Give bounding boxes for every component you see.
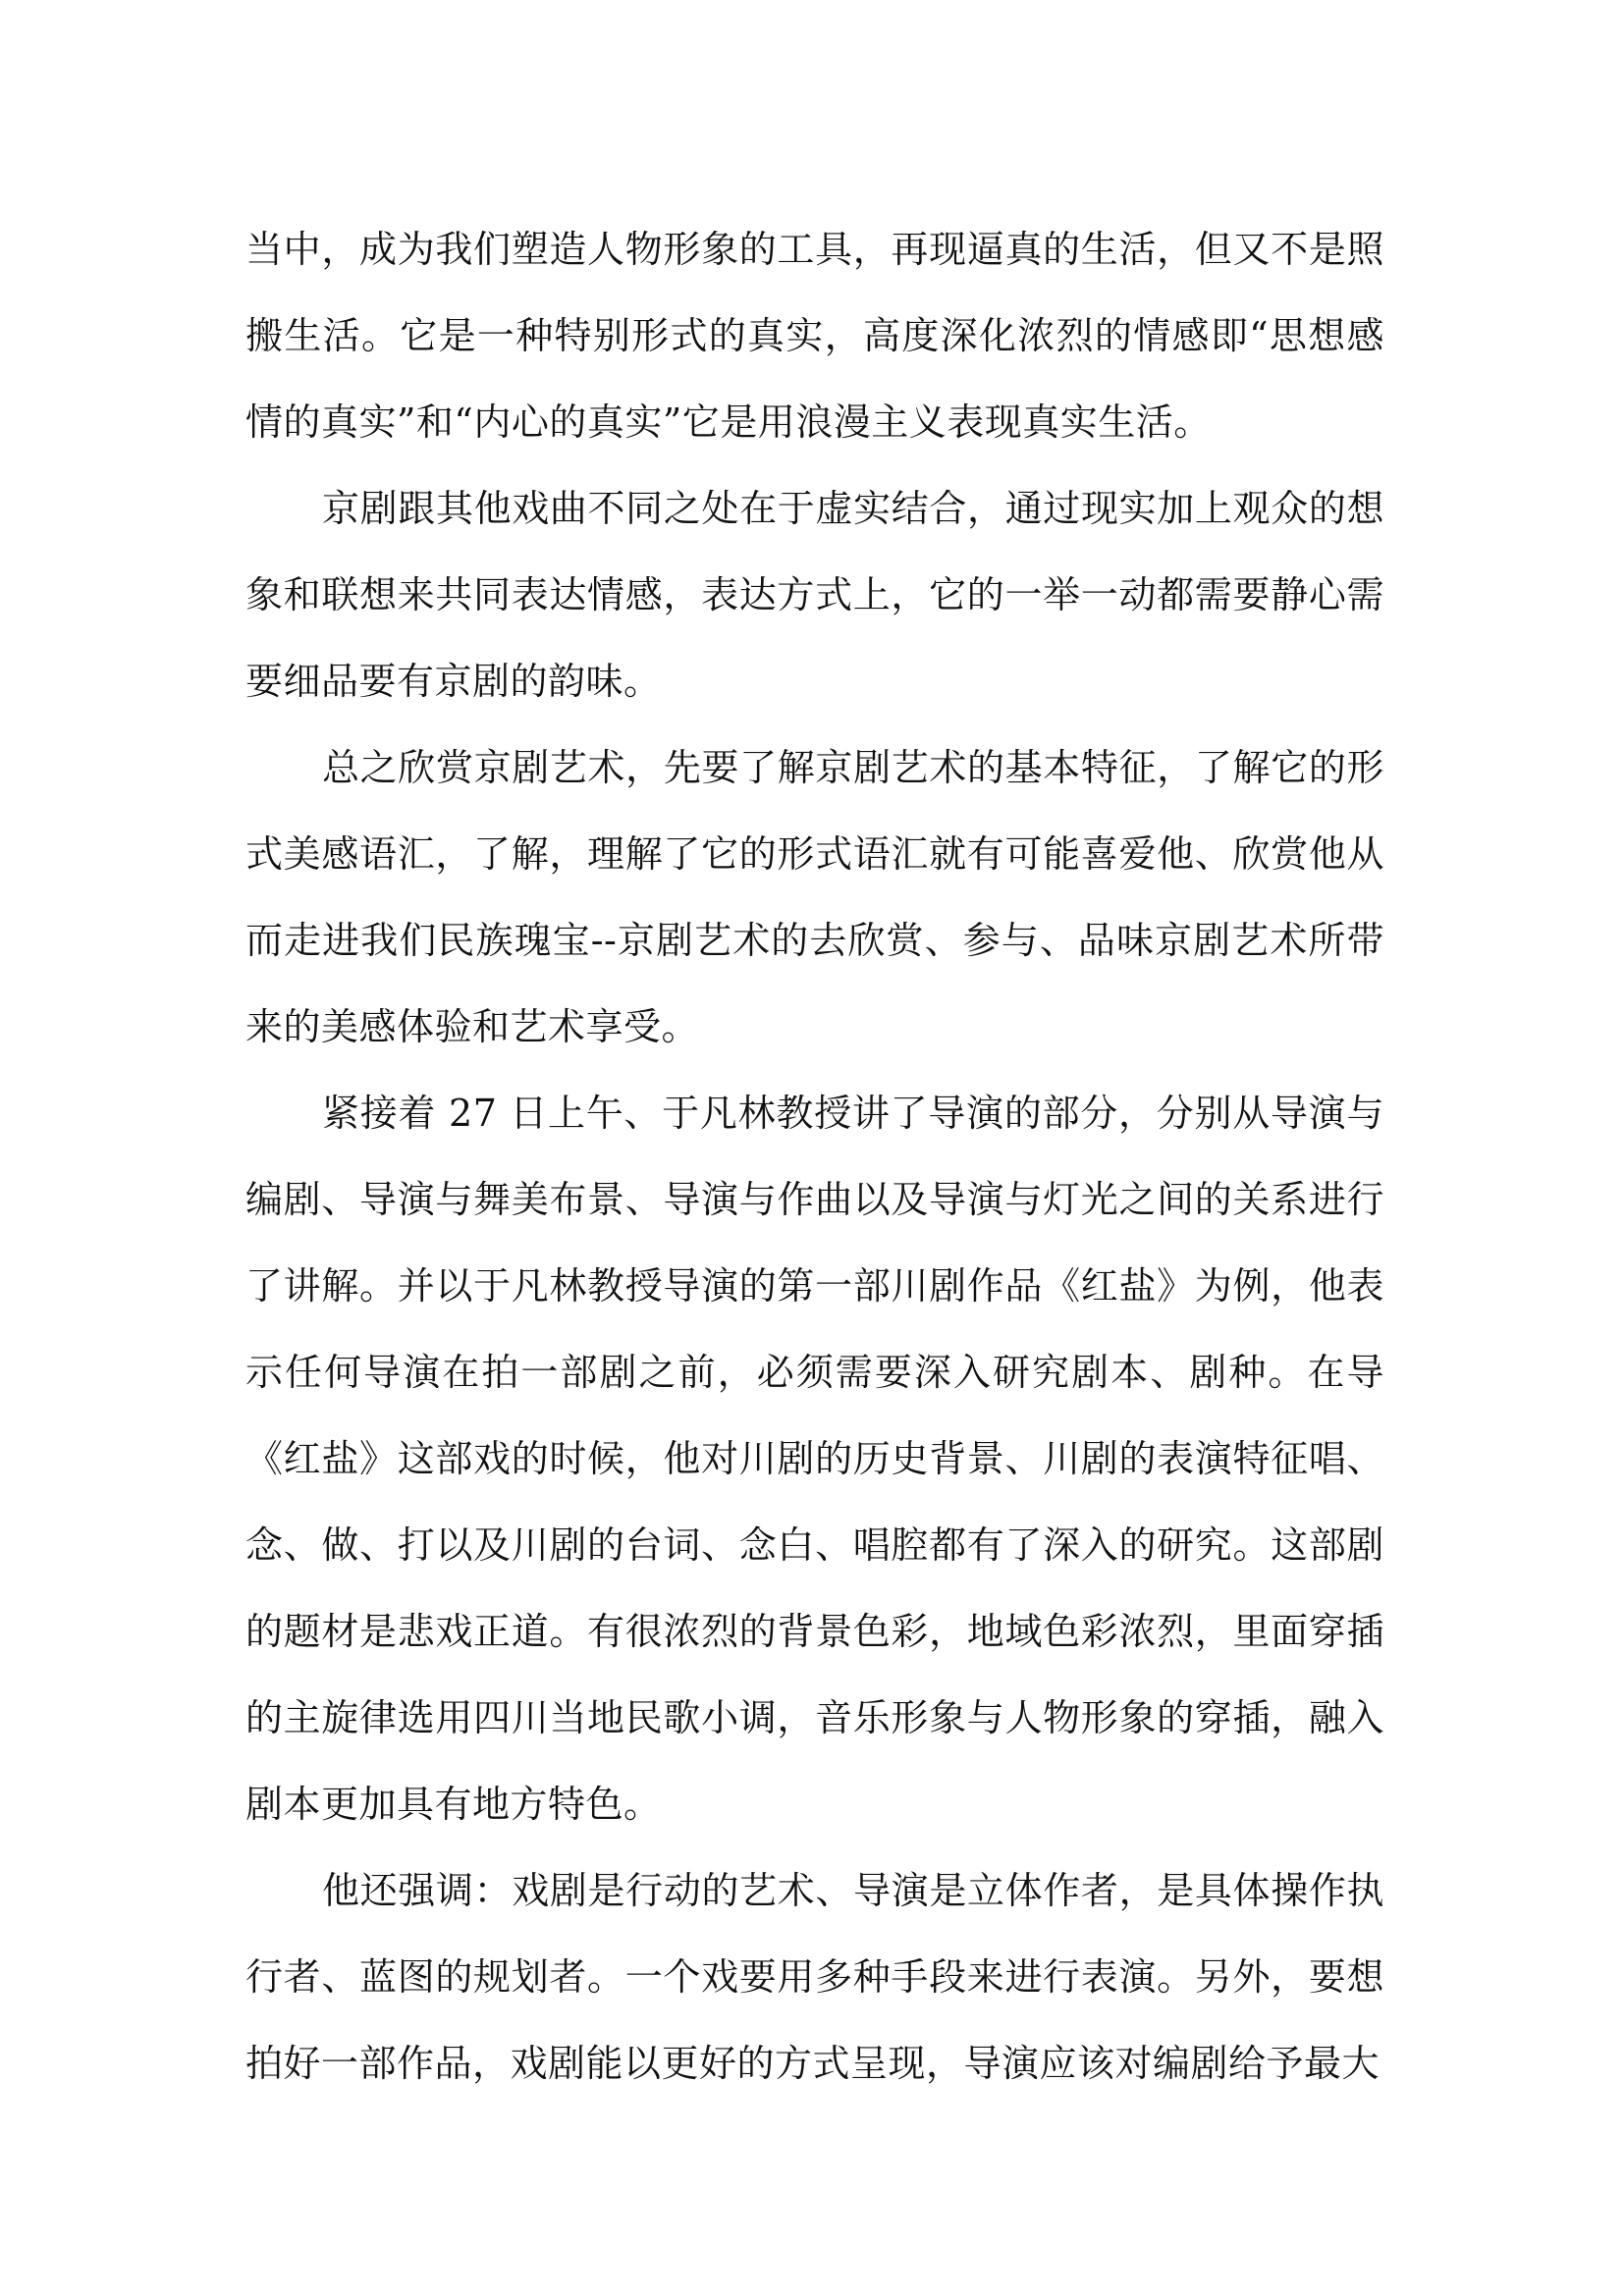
paragraph: 紧接着 27 日上午、于凡林教授讲了导演的部分，分别从导演与编剧、导演与舞美布景、导演与作曲以及导演与灯光之间的关系进行了讲解。并以于凡林教授导演的第一部川剧作品《红盐》为例，他表示任何导演在拍一部剧之前，必须需要深入研究剧本、剧种。在导《红盐》这部戏的时候，他对川剧的历史背景、川剧的表演特征唱、念、做、打以及川剧的台词、念白、唱腔都有了深入的研究。这部剧的题材是悲戏正道。有很浓烈的背景色彩，地域色彩浓烈，里面穿插的主旋律选用四川当地民歌小调，音乐形象与人物形象的穿插，融入剧本更加具有地方特色。 — [245, 1092, 1384, 1826]
body-text — [245, 206, 1384, 2107]
paragraph: 京剧跟其他戏曲不同之处在于虚实结合，通过现实加上观众的想象和联想来共同表达情感，表达方式上，它的一举一动都需要静心需要细品要有京剧的韵味。 — [245, 487, 1384, 703]
paragraph: 总之欣赏京剧艺术，先要了解京剧艺术的基本特征，了解它的形式美感语汇，了解，理解了它的形式语汇就有可能喜爱他、欣赏他从而走进我们民族瑰宝--京剧艺术的去欣赏、参与、品味京剧艺术所带来的美感体验和艺术享受。 — [245, 746, 1384, 1048]
paragraph-continuation: 当中，成为我们塑造人物形象的工具，再现逼真的生活，但又不是照搬生活。它是一种特别形式的真实，高度深化浓烈的情感即“思想感情的真实”和“内心的真实”它是用浪漫主义表现真实生活。 — [245, 228, 1384, 444]
paragraph: 他还强调：戏剧是行动的艺术、导演是立体作者，是具体操作执行者、蓝图的规划者。一个戏要用多种手段来进行表演。另外，要想拍好一部作品，戏剧能以更好的方式呈现，导演应该对编剧给予最大 — [245, 1869, 1384, 2085]
